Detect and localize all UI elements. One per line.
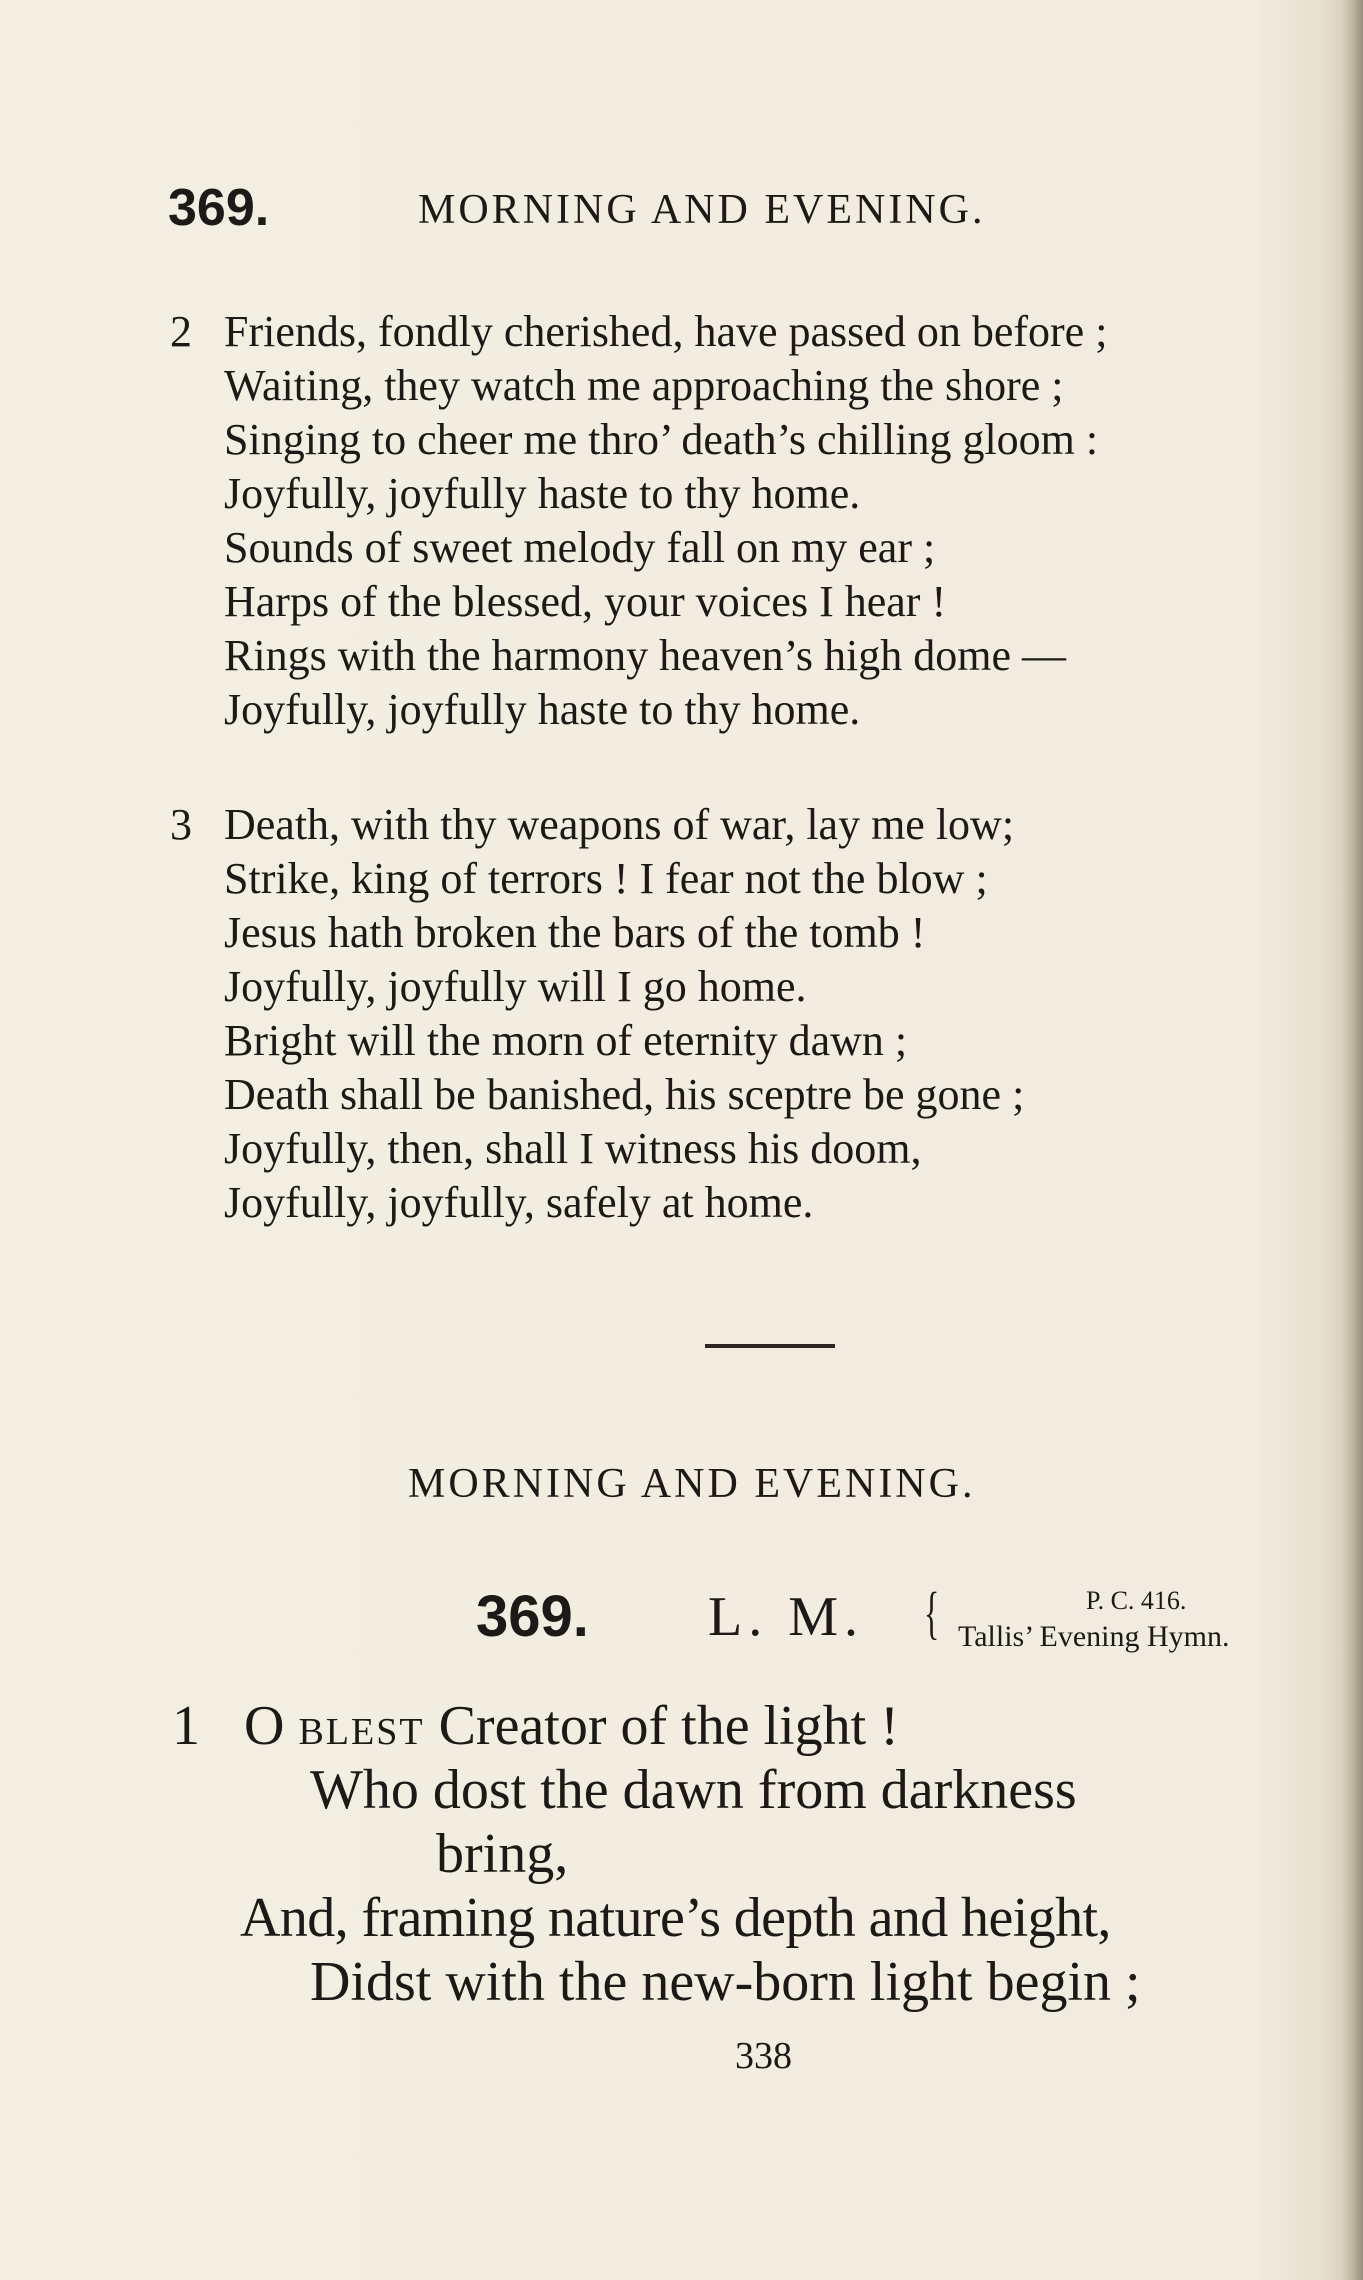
stanza-number: 3 [170, 800, 192, 849]
first-word-smallcaps: BLEST [298, 1711, 425, 1753]
stanza-line: And, framing nature’s depth and height, [240, 1887, 1111, 1949]
running-title: MORNING AND EVENING. [418, 187, 986, 233]
stanza-line: Rings with the harmony heaven’s high dome — [224, 631, 1066, 680]
stanza-line: Waiting, they watch me approaching the shore ; [224, 361, 1064, 410]
stanza-line: Joyfully, joyfully, safely at home. [224, 1178, 814, 1227]
stanza-line: Didst with the new-born light begin ; [310, 1951, 1141, 2013]
hymn-number: 369. [476, 1584, 589, 1649]
stanza-line: Who dost the dawn from darkness [310, 1759, 1077, 1821]
stanza-line: Joyfully, joyfully haste to thy home. [224, 685, 861, 734]
tune-brace: { [924, 1580, 940, 1645]
stanza-line: Bright will the morn of eternity dawn ; [224, 1016, 908, 1065]
stanza-line: Joyfully, then, shall I witness his doom, [224, 1124, 922, 1173]
stanza-line: Harps of the blessed, your voices I hear ! [224, 577, 947, 626]
stanza-first-line [244, 1694, 899, 1764]
page-binding-shadow [1341, 0, 1363, 2280]
stanza-line: Friends, fondly cherished, have passed on before ; [224, 307, 1108, 356]
tune-name: Tallis’ Evening Hymn. [958, 1620, 1230, 1653]
stanza-line: Joyfully, joyfully will I go home. [224, 962, 807, 1011]
stanza-line: Death shall be banished, his sceptre be gone ; [224, 1070, 1025, 1119]
stanza-number: 2 [170, 307, 192, 356]
page-number: 338 [735, 2035, 792, 2077]
first-word-initial: O [244, 1695, 285, 1757]
header-hymn-number: 369. [168, 179, 270, 237]
stanza-number: 1 [172, 1695, 200, 1757]
stanza-line: Singing to cheer me thro’ death’s chilling gloom : [224, 415, 1099, 464]
stanza-line: Strike, king of terrors ! I fear not the blow ; [224, 854, 988, 903]
section-title: MORNING AND EVENING. [408, 1461, 976, 1507]
stanza-line: Jesus hath broken the bars of the tomb ! [224, 908, 926, 957]
tune-reference: P. C. 416. [1086, 1586, 1187, 1615]
hymn-meter: L. M. [708, 1586, 864, 1648]
section-divider [705, 1344, 835, 1348]
stanza-line: Joyfully, joyfully haste to thy home. [224, 469, 861, 518]
stanza-line: bring, [436, 1823, 569, 1885]
stanza-line: Death, with thy weapons of war, lay me low; [224, 800, 1015, 849]
stanza-line: Sounds of sweet melody fall on my ear ; [224, 523, 936, 572]
first-line-rest: Creator of the light ! [424, 1695, 899, 1757]
